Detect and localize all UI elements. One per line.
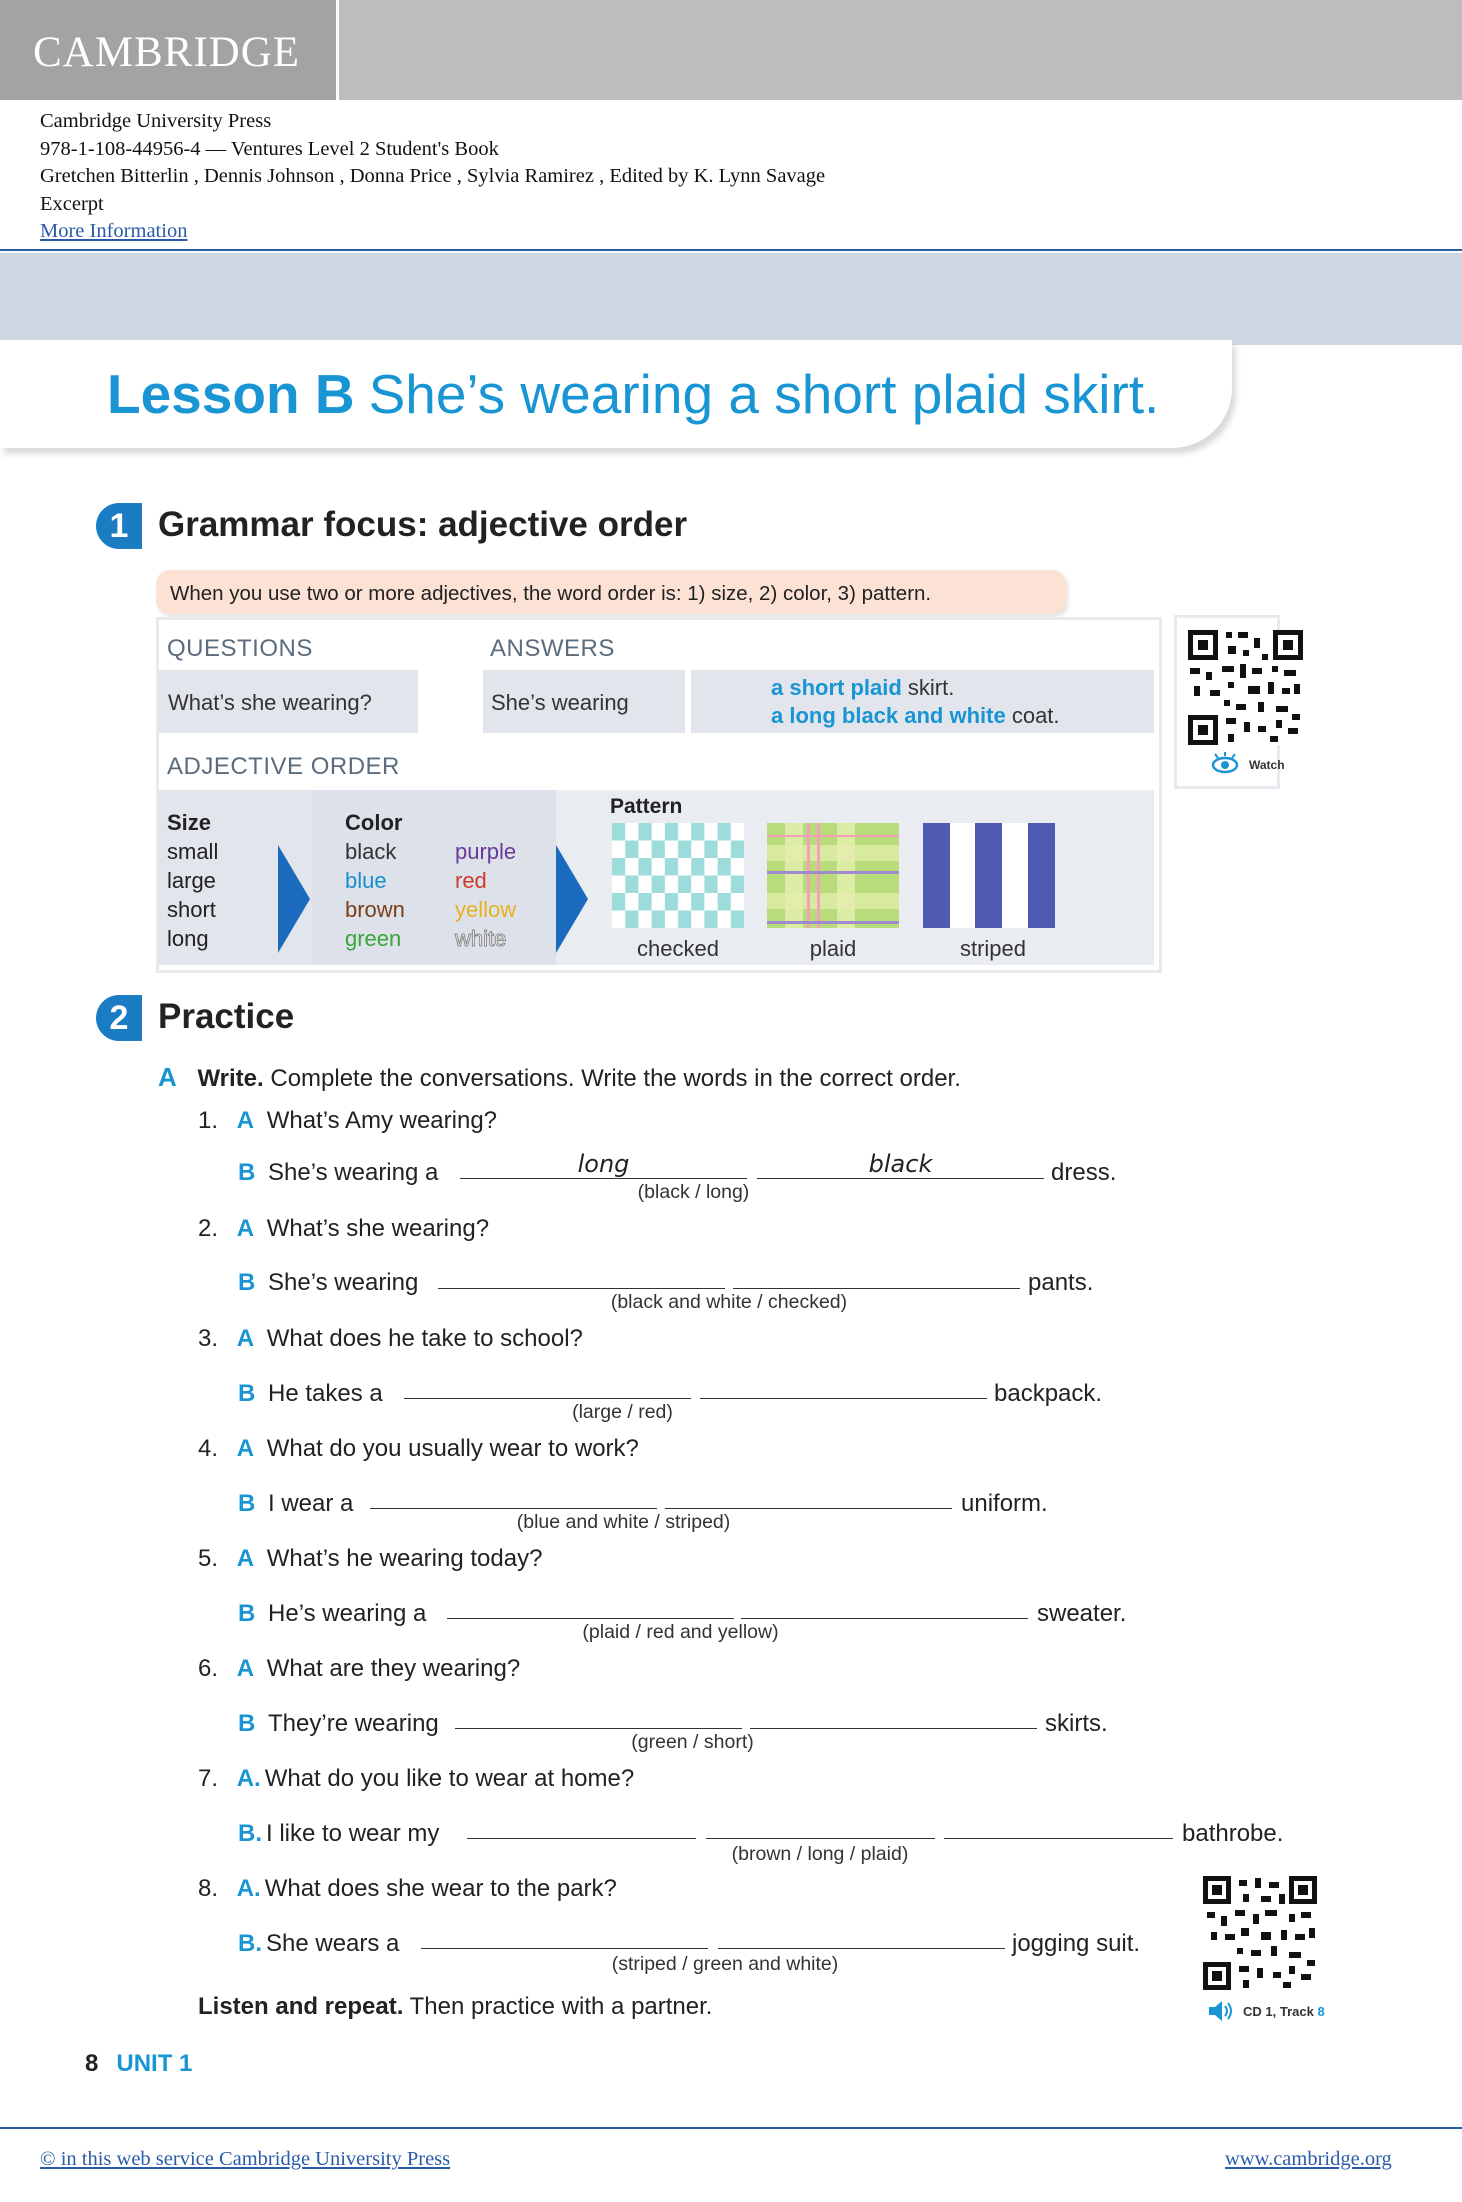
question-text: What does he take to school? [266,1325,583,1352]
cd-label-text: CD 1, Track [1243,2004,1314,2019]
handwritten-answer: long [577,1150,630,1178]
answer-prefix: She’s wearing [491,690,629,715]
unit-label: UNIT 1 [116,2050,193,2077]
section-number-badge: 2 [96,995,142,1041]
item-number: 4. [198,1435,219,1462]
speaker-b-label: B [238,1380,256,1407]
answer-noun: skirts. [1045,1710,1108,1737]
question-line [198,1765,634,1793]
cd-track-label [1243,2004,1325,2019]
answer-prefix: She wears a [266,1930,400,1957]
listen-instructions [198,1993,712,2021]
size-word: short [167,897,216,922]
speaker-a-label: A [236,1107,255,1134]
color-column-b [455,837,516,953]
word-hint: (large / red) [572,1401,673,1423]
answer-blank[interactable] [757,1178,1044,1179]
part-a-verb: Write. [197,1065,264,1092]
answer-line [238,1159,438,1187]
question-line [198,1875,617,1903]
speaker-a-label: A [236,1545,255,1572]
color-word-black: black [345,839,397,864]
answer2-noun: coat. [1005,703,1060,728]
answer-line [238,1820,439,1848]
answer-prefix: I wear a [268,1490,354,1517]
question-line [198,1545,542,1573]
answer-blank[interactable] [718,1948,1005,1949]
answer-noun: uniform. [961,1490,1048,1517]
pattern-header: Pattern [610,795,683,818]
answer-prefix: He takes a [268,1380,383,1407]
answer-line [238,1490,353,1518]
answer-blank[interactable] [467,1838,696,1839]
speaker-a-label: A [236,1325,255,1352]
answer-blank[interactable] [733,1288,1020,1289]
questions-header: QUESTIONS [167,635,313,662]
question-line [198,1215,489,1243]
arrow-right-icon [556,845,588,953]
pattern-label-checked: checked [637,936,719,961]
speaker-a-label: A. [236,1875,261,1902]
speaker-a-label: A. [236,1765,261,1792]
size-header: Size [167,810,212,835]
color-word-white: white [455,926,507,951]
answer-blank[interactable] [741,1618,1028,1619]
answer-noun: sweater. [1037,1600,1127,1627]
grammar-note [156,570,1066,614]
word-hint: (black / long) [637,1181,750,1203]
answer-line [238,1380,383,1408]
question-text: What’s she wearing? [168,690,372,715]
item-number: 3. [198,1325,219,1352]
word-hint: (plaid / red and yellow) [582,1621,779,1643]
answers-header: ANSWERS [490,635,615,662]
arrow-right-icon [278,845,310,953]
plaid-pattern-swatch [767,823,899,928]
answer-line [238,1269,418,1297]
part-a-letter: A [158,1062,177,1092]
question-line [198,1107,497,1135]
pattern-label-plaid: plaid [809,936,857,961]
answer-blank[interactable] [460,1178,747,1179]
color-header: Color [345,810,403,835]
authors-line: Gretchen Bitterlin , Dennis Johnson , Donna Price , Sylvia Ramirez , Edited by K. Lynn Savage [40,165,826,187]
word-hint: (brown / long / plaid) [731,1843,909,1865]
section-title: Practice [158,997,295,1036]
lesson-heading: She’s wearing a short plaid skirt. [368,363,1160,425]
size-word: small [167,839,219,864]
answer-blank[interactable] [700,1398,987,1399]
color-word-brown: brown [345,897,405,922]
answer-noun: jogging suit. [1012,1930,1141,1957]
listen-verb: Listen and repeat. [198,1993,404,2020]
question-text: What are they wearing? [266,1655,521,1682]
item-number: 8. [198,1875,219,1902]
section-number-badge: 1 [96,503,142,549]
answer-examples [771,674,1060,730]
lesson-banner-band [0,253,1462,345]
color-word-green: green [345,926,402,951]
answer-prefix: She’s wearing a [268,1159,439,1186]
adjective-order-header: ADJECTIVE ORDER [167,753,400,780]
answer-line [238,1930,399,1958]
speaker-a-label: A [236,1215,255,1242]
part-a-text: Complete the conversations. Write the words in the correct order. [263,1065,961,1092]
striped-pattern-swatch [923,823,1055,928]
answer1-adjectives: a short plaid [771,675,902,700]
watch-label: Watch [1249,758,1285,772]
speaker-b-label: B. [238,1820,262,1847]
question-text: What do you like to wear at home? [264,1765,635,1792]
header-divider [0,249,1462,251]
footer-divider [0,2127,1462,2129]
answer-blank[interactable] [421,1948,708,1949]
cambridge-logo [0,0,339,100]
checked-pattern-swatch [612,823,744,928]
color-word-blue: blue [345,868,387,893]
answer-blank[interactable] [665,1508,952,1509]
word-hint: (black and white / checked) [610,1291,848,1313]
answer-line [238,1710,439,1738]
item-number: 5. [198,1545,219,1572]
size-word: long [167,926,209,951]
answer-prefix: They’re wearing [268,1710,439,1737]
more-information-link[interactable]: More Information [40,220,188,242]
answer-blank[interactable] [447,1618,734,1619]
answer-prefix: He’s wearing a [268,1600,427,1627]
speaker-b-label: B [238,1600,256,1627]
color-word-yellow: yellow [455,897,517,922]
answer1-noun: skirt. [901,675,955,700]
speaker-a-label: A [236,1655,255,1682]
answer-blank[interactable] [438,1288,725,1289]
item-number: 6. [198,1655,219,1682]
speaker-b-label: B [238,1710,256,1737]
answer-blank[interactable] [455,1728,742,1729]
eye-watch-icon [1210,752,1240,774]
speaker-b-label: B [238,1490,256,1517]
question-text: What does she wear to the park? [264,1875,617,1902]
color-word-purple: purple [455,839,517,864]
answer-blank[interactable] [750,1728,1037,1729]
answer-noun: pants. [1028,1269,1094,1296]
pattern-label-striped: striped [959,936,1027,961]
speaker-b-label: B [238,1159,256,1186]
answer-blank[interactable] [944,1838,1173,1839]
question-text: What’s Amy wearing? [266,1107,498,1134]
qr-code-icon[interactable] [1188,630,1303,745]
question-text: What do you usually wear to work? [266,1435,639,1462]
question-text: What’s she wearing? [266,1215,490,1242]
question-text: What’s he wearing today? [266,1545,543,1572]
answer-blank[interactable] [404,1398,691,1399]
answer2-adjectives: a long black and white [771,703,1006,728]
size-word: large [167,868,216,893]
section-title: Grammar focus: adjective order [158,505,688,544]
item-number: 1. [198,1107,219,1134]
answer-noun: bathrobe. [1182,1820,1284,1847]
publication-info [40,108,825,246]
speaker-a-label: A [236,1435,255,1462]
grammar-note-text: When you use two or more adjectives, the word order is: 1) size, 2) color, 3) pattern. [170,582,932,605]
answer-noun: backpack. [994,1380,1103,1407]
answer-prefix: I like to wear my [266,1820,440,1847]
answer-blank[interactable] [706,1838,935,1839]
answer-prefix: She’s wearing [268,1269,419,1296]
word-hint: (striped / green and white) [611,1953,839,1975]
size-column [167,808,218,953]
question-line [198,1655,520,1683]
speaker-audio-icon [1207,1999,1235,2023]
lesson-title [107,362,1159,426]
item-number: 2. [198,1215,219,1242]
lesson-label: Lesson B [107,363,355,425]
handwritten-answer: black [868,1150,933,1178]
speaker-b-label: B. [238,1930,262,1957]
color-word-red: red [455,868,487,893]
excerpt-label: Excerpt [40,192,104,215]
isbn-line: 978-1-108-44956-4 — Ventures Level 2 Student's Book [40,137,499,160]
word-hint: (blue and white / striped) [516,1511,731,1533]
copyright-link[interactable]: © in this web service Cambridge University Press [40,2148,451,2170]
footer-copyright [40,2148,450,2171]
question-line [198,1325,583,1353]
question-line [198,1435,639,1463]
cambridge-site-link[interactable]: www.cambridge.org [1225,2148,1392,2170]
color-column-a [345,808,405,953]
listen-text: Then practice with a partner. [403,1993,713,2020]
brand-text: CAMBRIDGE [33,29,301,76]
part-a-instructions [158,1062,961,1093]
speaker-b-label: B [238,1269,256,1296]
item-number: 7. [198,1765,219,1792]
answer-blank[interactable] [370,1508,657,1509]
word-hint: (green / short) [631,1731,754,1753]
page-number: 8 [85,2050,99,2077]
footer-site [1225,2148,1392,2171]
publisher-name: Cambridge University Press [40,110,272,132]
qr-code-icon[interactable] [1203,1876,1317,1990]
page-number-line [85,2050,192,2078]
answer-noun: dress. [1051,1159,1117,1186]
cd-track-number: 8 [1317,2004,1325,2019]
answer-line [238,1600,426,1628]
